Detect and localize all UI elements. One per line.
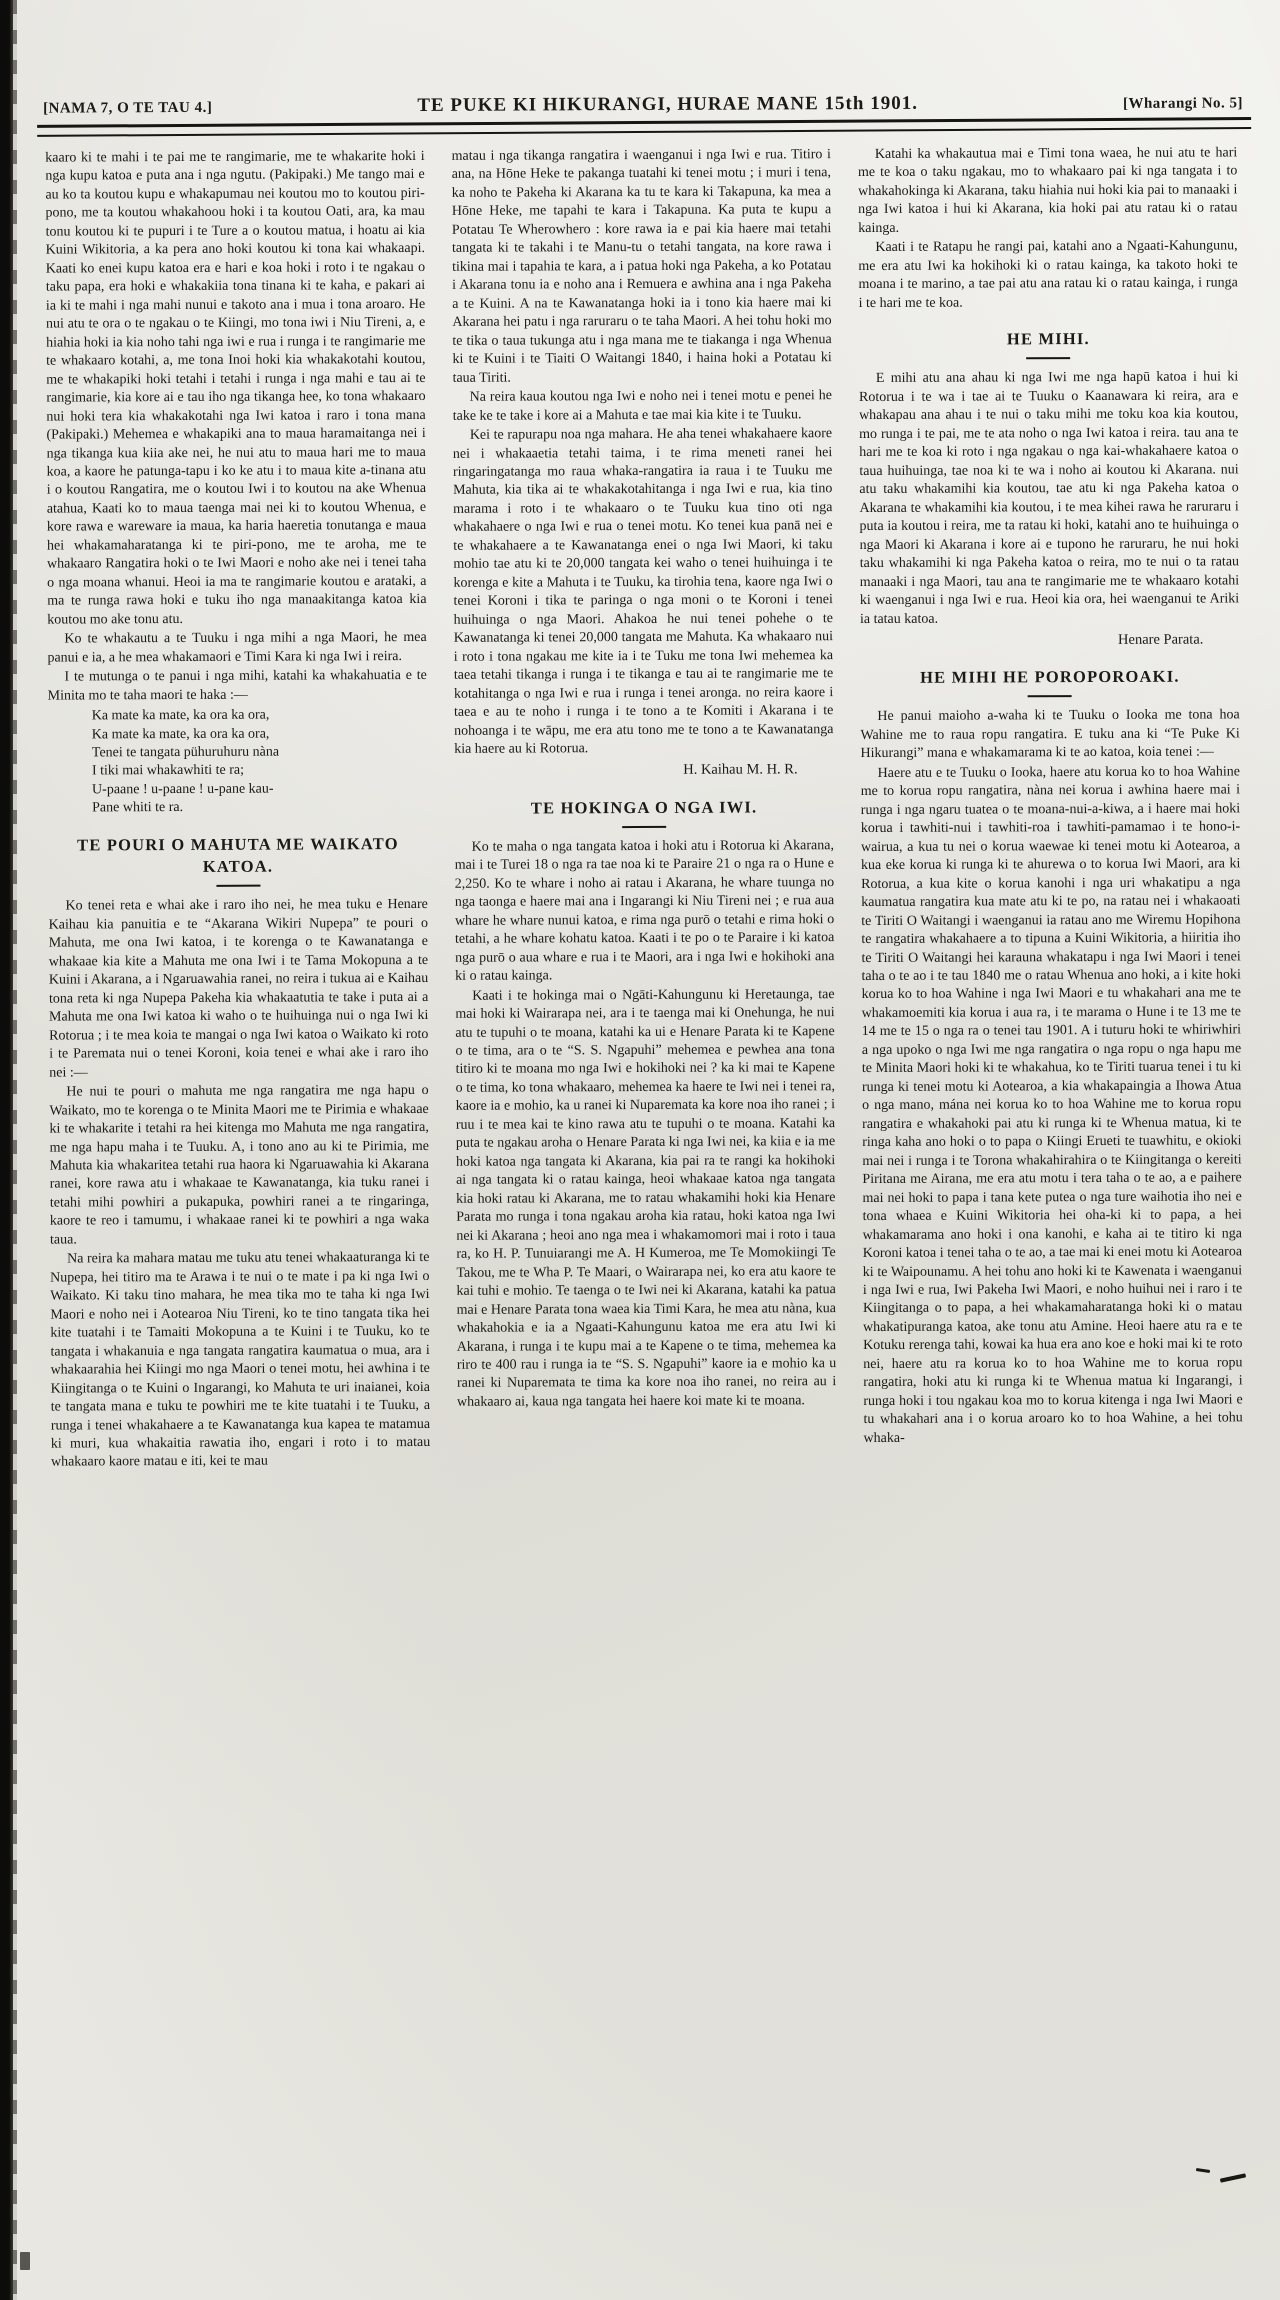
paragraph: He nui te pouri o mahuta me nga rangatira me nga hapu o Waikato, mo te korenga o te Minita Maori me te Pirimia e whakaae ki te whakarite i tetahi ra hei kitenga mo Mahuta me nga rangatira, me nga hapu maha i te Tuuku. A, i tono ano au ki te Pirimia, me Mahuta kia whakaritea tetahi rua haora ki Ngaruawahia ki Akarana ranei, kore rawa atu i whakaae te Kawanatanga, kia tuku ranei i tetahi mihi powhiri a pukapuka, powhiri ranei a te ringaringa, kaore te reo i tamumu, i whakaae ranei ki te powhiri a nga waka taua. (49, 1083, 430, 1248)
sheet (0, 91, 1280, 1474)
heading-rule (216, 885, 260, 887)
paragraph: E mihi atu ana ahau ki nga Iwi me nga hapū katoa i hui ki Rotorua i te wa i tae ai te Tuuku o Kaanawara ki reira, ara e whakapau ana ahau i te nui o taku mihi me toku koa kia koutou, mo runga i te pai, me te ata noho o nga Iwi katoa i reira. tau ana te hari me te koa ki roto i nga ngakau o nga kai-whakahaere katoa o taua huihuinga, tae noa ki te wa i noho ai koutou ki Akarana. nui atu taku whakamihi kia koutou, tae atu ki nga Pakeha katoa o Akarana te whakamihi kia koutou, i te mea kihei rawa he raruraru i puta ia koutou i reira, me ta ratau ki hoki, katahi ano te huihuinga o nga Maori ki Akarana i kore ai e tupono he raruraru, he nui hoki taku whakamihi ki nga Pakeha katoa o reira, mo te nui o ta ratau manaaki i nga Maori, tau ana te rangimarie me te whakaaro kotahi ki waenganui i nga Iwi e rua. Heoi kia ora, hei waenganui te Ariki ia tatau katoa. (858, 369, 1240, 627)
ink-smudge (20, 2252, 30, 2270)
verse-line: Ka mate ka mate, ka ora ka ora, (91, 726, 270, 742)
heading-rule (1026, 358, 1070, 360)
paragraph: I te mutunga o te panui i nga mihi, katahi ka whakahuatia e te Minita mo te taha maori te haka :— (47, 668, 427, 704)
paragraph: kaaro ki te mahi i te pai me te rangimarie, me te whakarite hoki i nga kupu katoa e puta ana i nga ngutu. (Pakipaki.) Me tango mai e au ko ta koutou kupu e whakapumau nei koutou mo to koutou piri-pono, me ta koutou whakahoou hoki i ta koutou Oati, ara, ka mau tonu koutou ki te pupuri i te Ture a o koutou matua, i hoatu ai kia Kuini Wikitoria, a ka pera ano hoki koutou ki tona kai whakaapi. Kaati ko enei kupu katoa era e hari e koa hoki i roto i te ngakau o taku papa, era hoki e whakakiia tona tinana ki te kaha, e pakari ai ia ki te mahi i nga mahi nunui e takoto ana i mua i tona aroaro. He nui atu te ora o te ngakau o te Kiingi, mo tona iwi i Niu Tireni, a, e hiahia hoki ia kia noho tahi nga iwi e rua i runga i te rangimarie me te whakaaro kotahi, a, me tona Inoi hoki kia whakakotahi koutou, me te whakapiki hoki tetahi i tetahi i runga i nga mahi e tau ai te rangimarie, kia kore ai e tau iho nga tikanga hee, ko tona whakaaro nui hoki tera kia whakakotahi nga Iwi katoa i raro i tona mana (Pakipaki.) Mehemea e whakapiki ana to maua haramaitanga nei i nga tikanga kua kiia ake nei, he nui atu to maua hari me to maua koa, a kaore he patunga-tapu i ko ke atu i to maua kite a-tinana atu i o koutou Rangatira, me o koutou Iwi i to koutou na ake Whenua atahua, Kaati ko to maua taenga mai nei ki to koutou Whenua, e kore rawa e wareware ia maua, ka haria haeretia tonutanga e maua hei whakamaharatanga ki te piri-pono, me te aroha, me te whakaaro Rangatira hoki o te Iwi Maori e noho ake nei i tenei taha o nga moana whanui. Heoi ia ma te rangimarie koutou e arataki, a ma te runga rawa hoki e tuku iho nga manaakitanga katoa kia koutou mo ake tonu atu. (45, 148, 427, 628)
haka-verse (92, 706, 428, 818)
paragraph: Ko te maha o nga tangata katoa i hoki atu i Rotorua ki Akarana, mai i te Turei 18 o nga ra tae noa ki te Paraire 21 o nga ra o Hune e 2,250. Ko te whare i noho ai ratau i Akarana, he whare tuunga no nga taonga e haere mai ana i Ingarangi ki Niu Tireni nei ; e rua aua whare he whare nunui katoa, e rima nga purō o tetahi e rima hoki o tetahi, a he whare kohatu katoa. Kaati i te po o te Paraire i ki katoa nga purō o aua whare e rua i te Maori, ara i nga Iwi e hokihoki ana ki o ratau kainga. (454, 838, 835, 984)
section-heading: TE HOKINGA O NGA IWI. (530, 797, 758, 818)
paragraph: Ko te whakautu a te Tuuku i nga mihi a nga Maori, he mea panui e ia, a he mea whakamaori e Timi Kara ki nga Iwi i reira. (47, 630, 427, 666)
heading-rule (622, 826, 666, 828)
paragraph: Na reira ka mahara matau me tuku atu tenei whakaaturanga ki te Nupepa, hei titiro ma te Arawa i te nui o te mate i pa ki nga Iwi o Waikato. Ki taku tino mahara, he mea tika mo te taha ki nga Iwi Maori e noho nei i Aotearoa Niu Tireni, ko te tino tangata tika hei kite tuatahi i te Tamaiti Mokopuna a te Kuini i te Tuuku, ko te tangata i whakanuia e nga tangata rangatira kaumatua o mua, ara i whakaarahia hei Kiingi mo nga Maori o tenei motu, hei awhina i te Kiingitanga o te Kuini o Ingarangi, ko Mahuta te uri inaianei, koia te tangata mana e tuku te powhiri me te kite tuatahi i te Tuuku, a runga i tenei whakahaere a te Kawanatanga kua kapea te matamua ki muri, kua whakaitia rawatia iho, engari i roto i to matau whakaaro kaore matau e iti, kei te mau (50, 1250, 431, 1471)
verse-line: Ka mate ka mate, ka ora ka ora, (91, 707, 270, 724)
verse-line: I tiki mai whakawhiti te ra; (91, 763, 244, 779)
section (454, 796, 833, 829)
verse-line: U-paane ! u-paane ! u-pane kau- (91, 781, 274, 798)
column-3 (858, 144, 1243, 1470)
section (859, 328, 1238, 361)
section (48, 833, 428, 888)
column-1 (45, 148, 430, 1474)
ink-smudge (1220, 2173, 1246, 2182)
article-columns (0, 130, 1280, 1474)
paragraph: Kaati i te Ratapu he rangi pai, katahi ano a Ngaati-Kahungunu, me era atu Iwi ka hokihoki ki o ratau kainga, ka takoto hoki te moana i te marino, a tae pai atu ana ratau ki o ratau kainga, i runga i te hari me te koa. (858, 238, 1238, 311)
section-heading: HE MIHI HE POROPOROAKI. (920, 666, 1180, 687)
paragraph: Ko tenei reta e whai ake i raro iho nei, he mea tuku e Henare Kaihau kia panuitia e te “Akarana Wikiri Nupepa” te pouri o Mahuta, me ona Iwi katoa, i te korenga o te Kawanatanga e whakaae kia kite a Mahuta me ona Iwi i te Tama Mokopuna a te Kuini i Akarana, a i Ngaruawahia ranei, no reira i tukua ai e Kaihau tona reta ki nga Nupepa Pakeha kia whakaatutia te take i puta ai a Mahuta me ona Iwi katoa ki waho o te huihuinga nui o nga Iwi ki Rotorua ; i te mea koia te mangai o nga Iwi katoa o Waikato ki roto i te Paremata nui o tenei Koroni, koia tenei e whai ake i raro iho nei :— (48, 897, 429, 1081)
signature: Henare Parata. (1117, 631, 1204, 648)
paragraph: Kei te rapurapu noa nga mahara. He aha tenei whakahaere kaore nei i whakaaetia tetahi taima, i te rima meneti ranei hei ringaringatanga mo raua whaka-rangatira ia raua i te Tuuku me Mahuta, kia tika ai te whakakotahitanga i nga Iwi e rua, kia tino marama i roto i te whakaaro o te Tuuku kua tino oti nga whakahaere o nga Iwi e rua o tenei motu. Ko tenei kua panā nei e te whakahaere a te Kawanatanga enei o nga Iwi Maori, ki taku mohio tae atu ki te 20,000 tangata kei waho o tenei huihuinga i te korenga e kite a Mahuta i te Tuuku, ka tirohia tena, kaore nga Iwi o tenei Koroni i tika te paringa o nga moni o te Koroni i tenei huihuinga o nga Maori. Ahakoa he nui tenei pohehe o te Kawanatanga ki tenei 20,000 tangata me Mahuta. Ka whakaaro nui i roto i tona ngakau me kite ia i te Tuku me tona Iwi mehemea ka taea tetahi tikanga i runga i te tikanga e tau ai te rangimarie me te kotahitanga o nga Iwi e rua i runga i tenei aronga. no reira kaore i taea e au te noho i runga i te tono a te Komiti i Akarana i te nohoanga i te wāpu, me era atu tono me te tono a te Kawanatanga kia haere au ki Rotorua. (452, 426, 834, 757)
verse-line: Tenei te tangata pühuruhuru nàna (91, 744, 280, 761)
paragraph: He panui maioho a-waha ki te Tuuku o Iooka me tona hoa Wahine me to raua ropu rangatira. E tuku ana ki “Te Puke Ki Hikurangi” mana e whakamarama ki te ao katoa, koia tenei :— (860, 707, 1240, 762)
masthead (43, 91, 1243, 118)
issue-number: [NAMA 7, O TE TAU 4.] (43, 99, 213, 117)
section-heading: HE MIHI. (1006, 329, 1090, 349)
page-number: [Wharangi No. 5] (1122, 95, 1244, 112)
paragraph: Kaati i te hokinga mai o Ngāti-Kahungunu ki Heretaunga, tae mai hoki ki Wairarapa nei, ara i te taenga mai ki Onehunga, he nui atu te tupuhi o te moana, katahi ka ui e Henare Parata ki te Kapene o te tima, ara o te “S. S. Ngapuhi” mehemea e pewhea ana tona titiro ki te moana mo nga Iwi e hokihoki nei ? ka ki mai te Kapene o te tima, ko tona whakaaro, mehemea ka haere te Iwi nei i tenei ra, kaore ia e mohio, ka u ranei ki Nuparemata ka kore noa iho ranei ; i ruu i te mea kai te kino rawa atu te tupuhi o te moana. Katahi ka puta te ngakau aroha o Henare Parata ki nga Iwi nei, ka kiia e ia me hoki katoa nga tangata ki Akarana, kia pai ra te rangi ka hokihoki ai nga tangata ki o ratau kainga, heoi whakaae katoa nga tangata kia hoki ratau ki Akarana, me to ratau whakamihi hoki kia Henare Parata mo runga i tona ngakau aroha kia ratau, hoki katoa nga Iwi nei ki Akarana ; heoi ano nga mea i whakamomori mai i roto i taua ra, ko H. P. Tunuiarangi me A. H Kumeroa, me Te Momokiingi Te Takou, me te Wha P. Te Maari, o Wairarapa nei, ko era atu kaore te kai tuhi e mohio. Te taenga o te Iwi nei ki Akarana, katahi ka patua mai e Henare Parata tona waea kia Timi Kara, he mea atu nàna, kua whakahokia e ia a Ngaati-Kahungunu katoa me era atu Iwi ki Akarana, i runga i te kupu mai a te Kapene o te tima, mehemea ka riro te 400 rau i runga ia te “S. S. Ngapuhi” kaore ia e mohio ka u ranei ki Nuparemata te tima ka kore noa iho ranei, no reira au i whakaaro ai, kaua nga tangata hei haere koi mate ki te moana. (455, 986, 837, 1410)
heading-rule (1028, 696, 1072, 698)
newspaper-title: TE PUKE KI HIKURANGI, HURAE MANE 15th 1901. (417, 92, 918, 116)
section (860, 666, 1239, 699)
paragraph: Haere atu e te Tuuku o Iooka, haere atu korua ko to hoa Wahine me to korua ropu rangatira, nàna nei korua i awhina haere mai i runga i nga ngaru tuatea o te moana-nui-a-kiwa, a i haere mai hoki korua i tawhiti-nui i tawhiti-roa i tawhiti-pamamao i te hono-i-wairua, a kua tu nei o korua waewae ki tenei motu ki Aotearoa, a kua eke korua ki runga ki te ahurewa o to korua Iwi Maori, ara ki Rotorua, a kua kite o korua kanohi i nga uri whakatipu a nga kaumatua rangatira kua mate atu ki te po, na ratau nei i whakaoati te Tiriti O Waitangi i waenganui ia ratau ano me Wiremu Hopihona te rangatira whakahaere a to tipuna a Kuini Wikitoria, a hiiritia iho te Tiriti O Waitangi hei karauna whakatapu i nga Iwi Maori i tenei taha o te ao i te tau 1840 me o ratau Whenua ano hoki, a i kite hoki korua ko to hoa Wahine i nga Iwi Maori e tu whakahari ana me te whakamoemiti kia korua i aua ra, i te marama o Hune i te 13 me te 14 me te 15 o nga ra o tenei tau 1901. A i tuturu hoki te whiriwhiri a nga upoko o nga Iwi me nga rangatira o nga ropu o nga hapu me te Minita Maori hoki ki te whakahua, ko te Tiriti tuarua tenei i tu ki runga ki tenei motu ki Aotearoa, a kia whakapaingia a Ihowa Atua o nga mano, mána nei korua ko to hoa Wahine me to korua ropu rangatira e whakahoki pai atu ki runga ki te Whenua matua, ki te ringa kaha ano hoki o to papa o Kiingi Erueti te tuawhitu, e okioki mai nei i runga i te Torona whakahirahira o te Kiingitanga o kereiti Piritana me Airana, me era atu motu i tera taha o te ao, a e paihere mai nei hoki to papa i tana kete putea o nga ture waihotia iho nei e tona whaea e Kuini Wikitoria hei oha-ki ki to papa, a hei whakamarama ano hoki i ona kanohi, e kaha ai te titiro ki nga Koroni katoa i tenei taha o te ao, a tae mai ki enei motu ki Aotearoa ki te Waipounamu. A hei tohu ano hoki ki te Kawenata i waenganui i nga Iwi e rua, Iwi Pakeha Iwi Maori, e noho huihui nei i raro i te Kiingitanga o to papa, a hei whakamaharatanga hoki ki o matau whakatipuranga katoa, ake tonu atu Amine. Heoi haere atu ra e te Kotuku rerenga tahi, kowai ka hua era ano koe e hoki mai ki te roto nei, haere atu ra korua ko to hoa Wahine me to korua ropu rangatira, hoki atu ki runga ki te Whenua matua ki Ingarangi, i runga hoki i tou ngakau koa mo to korua kitenga i nga Iwi Maori e tu whakahari ana i o korua aroaro ko to hoa Wahine, a hei tohu whaka- (860, 764, 1243, 1446)
paragraph: matau i nga tikanga rangatira i waenganui i nga Iwi e rua. Titiro i ana, na Hōne Heke te pakanga tuatahi ki tenei motu ; i muri i tena, ka noho te Pakeha ki Akarana ka tu te kara ki Takapuna, ka mea a Hōne Heke, me tapahi te kara i Takapuna. Ka puta te kupu a Potatau Te Wherowhero : kore rawa ia e pai kia haere mai tetahi tangata ki te takahi i te Manu-tu o tetahi tangata, na kore rawa i tikina mai i tapahia te kara, a i patua hoki nga Pakeha, a ko Potatau i Akarana tonu ia e noho ana i Remuera e awhina ana i nga Pakeha a te Kuini. A na te Kawanatanga hoki ia i tono kia haere mai ki Akarana hei patu i nga raruraru o te taha Maori. A hei tohu hoki mo te tika o taua tukunga atu i nga mana me te tiakanga i nga Whenua ki te Kuini i te Tiaiti O Waitangi 1840, i haina hoki a Potatau ki taua Tiriti. (451, 147, 832, 386)
section-heading: TE POURI O MAHUTA ME WAIKATO KATOA. (77, 833, 399, 877)
paragraph: Katahi ka whakautua mai e Timi tona waea, he nui atu te hari me te koa o taku ngakau, mo to whakaaro pai ki nga tangata i to whakahokinga ki Akarana, taku hiahia nui hoki kia pai to manaaki i nga Iwi katoa i hui ki Akarana, kia hoki pai atu ratau ki o ratau kainga. (857, 145, 1238, 236)
signature: H. Kaihau M. H. R. (683, 761, 798, 779)
column-2 (452, 146, 837, 1472)
ink-smudge (1196, 2168, 1210, 2173)
verse-line: Pane whiti te ra. (92, 800, 184, 816)
paragraph: Na reira kaua koutou nga Iwi e noho nei i tenei motu e penei he take ke te take i kore ai a Mahuta e tae mai kia kite i te Tuuku. (452, 388, 833, 424)
